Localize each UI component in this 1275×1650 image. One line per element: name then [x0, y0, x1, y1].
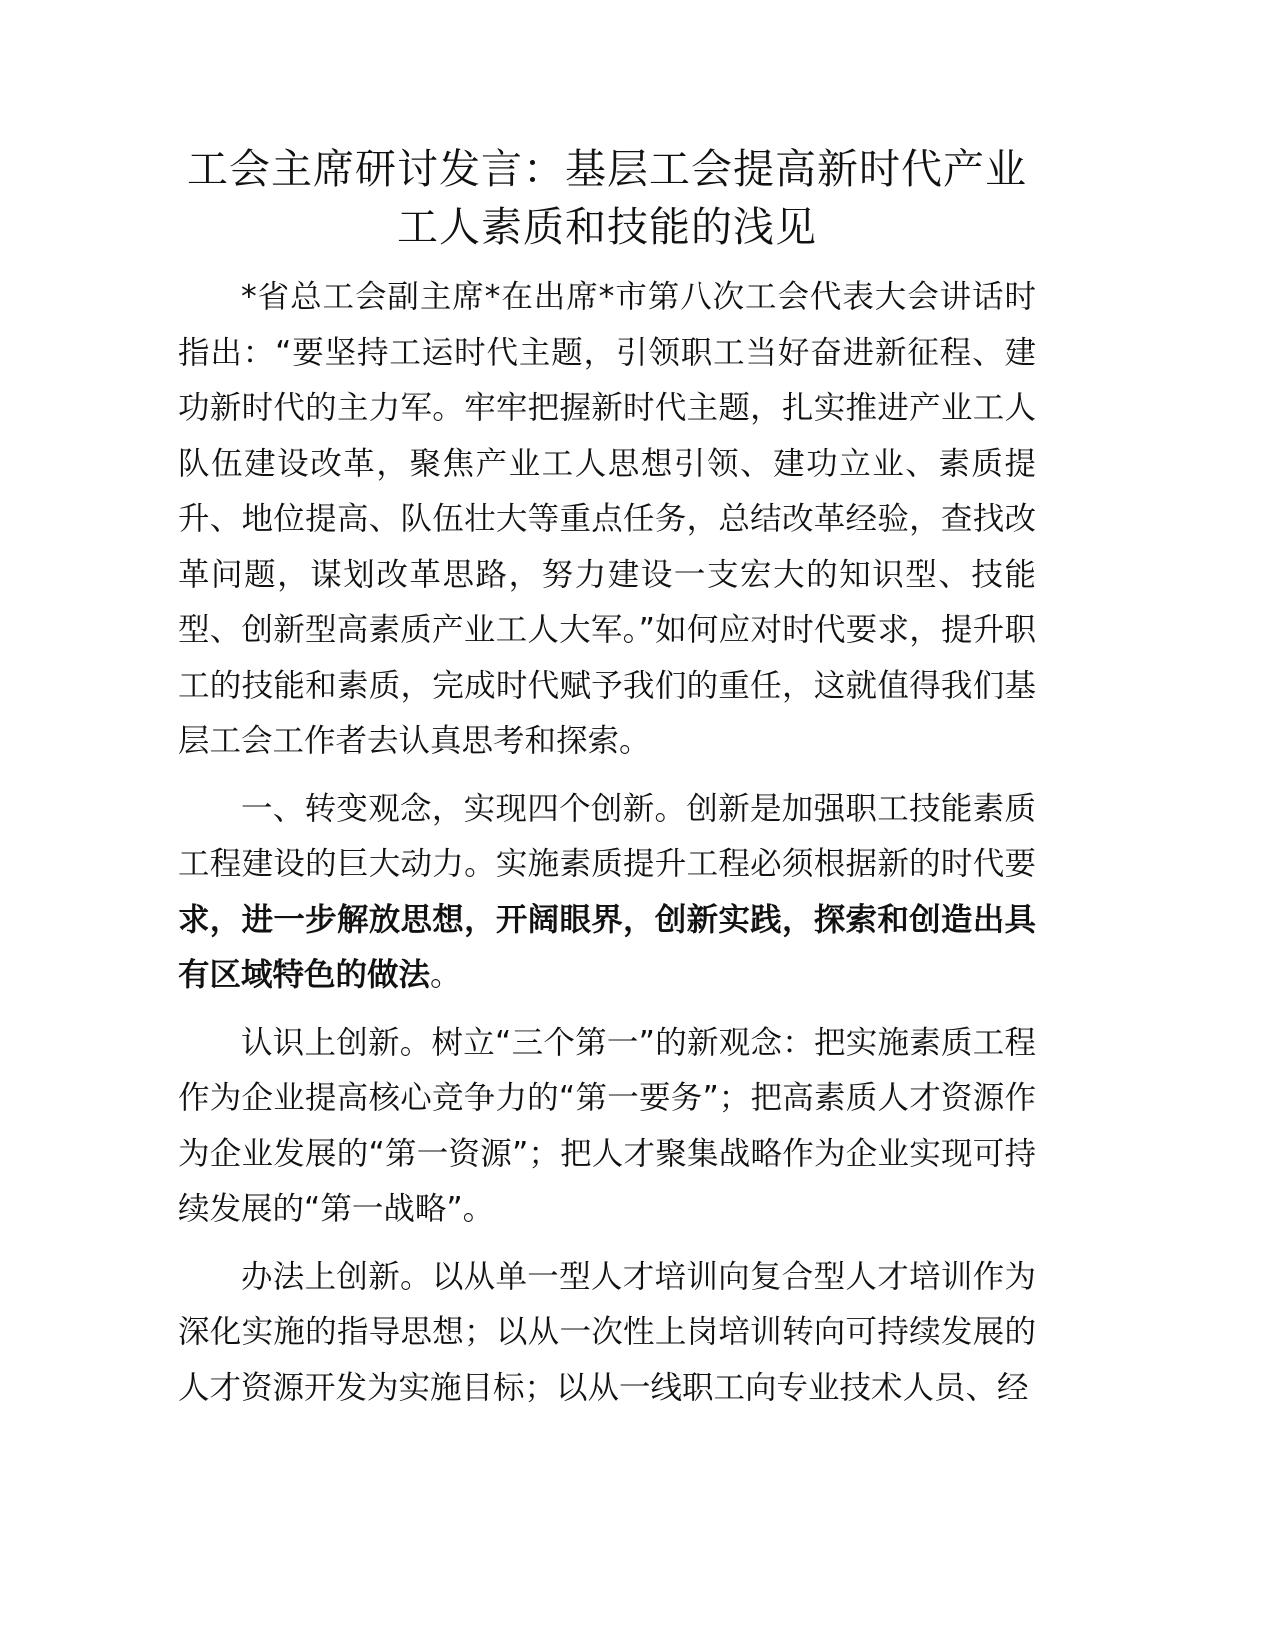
document-title-line-1: 工会主席研讨发言：基层工会提高新时代产业	[187, 145, 1027, 193]
paragraph-section-one-end: 。	[430, 957, 462, 993]
document-page	[178, 140, 1036, 1416]
document-title	[178, 140, 1036, 256]
paragraph-awareness-innovation: 认识上创新。树立“三个第一”的新观念：把实施素质工程作为企业提高核心竞争力的“第一要务”；把高素质人才资源作为企业发展的“第一资源”；把人才聚集战略作为企业实现可持续发展的“第一战略”。	[178, 1024, 1036, 1227]
paragraph-method-innovation: 办法上创新。以从单一型人才培训向复合型人才培训作为深化实施的指导思想；以从一次性上岗培训转向可持续发展的人才资源开发为实施目标；以从一线职工向专业技术人员、经	[178, 1258, 1036, 1406]
paragraph-section-one	[178, 782, 1036, 1004]
paragraph-intro: *省总工会副主席*在出席*市第八次工会代表大会讲话时指出：“要坚持工运时代主题，引领职工当好奋进新征程、建功新时代的主力军。牢牢把握新时代主题，扎实推进产业工人队伍建设改革，聚焦产业工人思想引领、建功立业、素质提升、地位提高、队伍壮大等重点任务，总结改革经验，查找改革问题，谋划改革思路，努力建设一支宏大的知识型、技能型、创新型高素质产业工人大军。”如何应对时代要求，提升职工的技能和素质，完成时代赋予我们的重任，这就值得我们基层工会工作者去认真思考和探索。	[178, 279, 1036, 759]
paragraph-section-one-text: 一、转变观念，实现四个创新。创新是加强职工技能素质工程建设的巨大动力。实施素质提升工程必须根据新的时代要	[178, 790, 1036, 882]
paragraph-section-one-bold-text: 求，进一步解放思想，开阔眼界，创新实践，探索和创造出具有区域特色的做法	[178, 901, 1036, 993]
document-title-line-2: 工人素质和技能的浅见	[397, 203, 817, 251]
